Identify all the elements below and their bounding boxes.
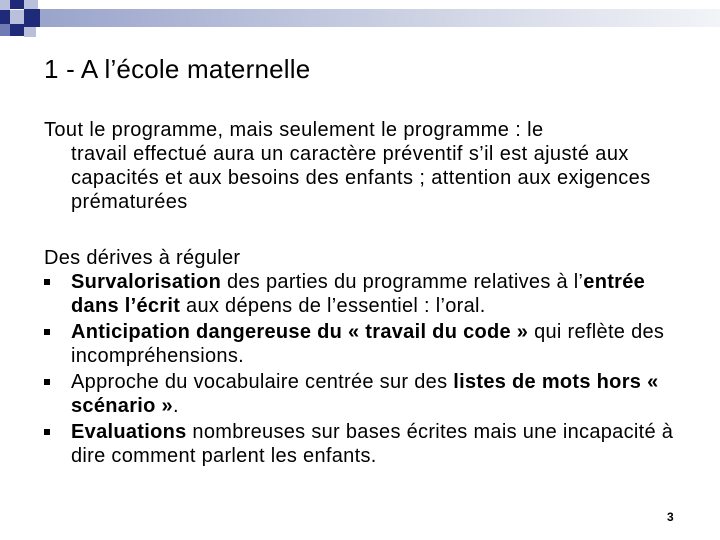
derives-section (44, 246, 694, 470)
decor-square (24, 0, 38, 9)
bullet-bold-text: listes de mots hors « scénario » (71, 371, 659, 417)
bullet-text: nombreuses sur bases écrites mais une incapacité à dire comment parlent les enfants. (71, 421, 674, 467)
bullet-item (44, 370, 694, 418)
decor-square (24, 9, 40, 27)
bullet-text: des parties du programme relatives à l’ (221, 271, 584, 293)
header-gradient-bar (40, 9, 720, 27)
intro-continuation: travail effectué aura un caractère préventif s’il est ajusté aux capacités et aux besoins des enfants ; attention aux exigences prématurées (71, 143, 651, 213)
bullet-bold-text: Survalorisation (71, 271, 222, 293)
square-bullet-icon (44, 429, 50, 435)
section-heading: Des dérives à réguler (44, 247, 241, 269)
intro-paragraph (44, 118, 684, 214)
decor-square (10, 10, 24, 24)
bullet-item (44, 420, 694, 468)
slide-title: 1 - A l’école maternelle (44, 54, 311, 84)
bullet-bold-text: Anticipation dangereuse du « travail du code » (71, 321, 529, 343)
decor-square (10, 0, 24, 9)
bullet-bold-text: Evaluations (71, 421, 187, 443)
bullet-bold-text: entrée dans l’écrit (71, 271, 646, 317)
square-bullet-icon (44, 329, 50, 335)
bullet-text: aux dépens de l’essentiel : l’oral. (180, 295, 486, 317)
decor-square (0, 10, 10, 24)
bullet-text: Approche du vocabulaire centrée sur des (71, 371, 454, 393)
bullet-text: . (172, 395, 179, 417)
square-bullet-icon (44, 279, 50, 285)
decor-square (24, 27, 36, 37)
bullet-item (44, 270, 694, 318)
bullet-text: qui reflète des incompréhensions. (71, 321, 665, 367)
square-bullet-icon (44, 379, 50, 385)
decor-square (0, 24, 10, 36)
intro-first-line: Tout le programme, mais seulement le programme : le (44, 119, 544, 141)
decor-square (10, 24, 24, 36)
decor-square (0, 0, 10, 10)
page-number: 3 (667, 510, 674, 524)
bullet-item (44, 320, 694, 368)
bullet-list (44, 270, 694, 468)
